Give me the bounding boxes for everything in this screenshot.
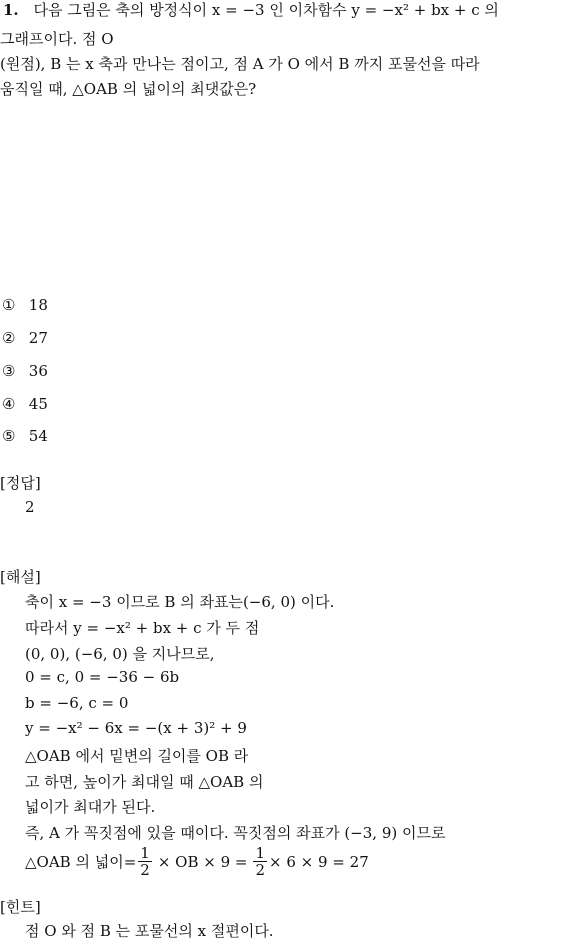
question-text-4: 움직일 때, △OAB 의 넓이의 최댓값은? [0,80,257,98]
fraction-half-2 [253,845,267,878]
explanation-line-4: 0 = c, 0 = −36 − 6b [25,668,180,686]
option-3[interactable] [2,362,48,380]
final-tail: × 6 × 9 = 27 [269,852,369,871]
option-1[interactable] [2,296,48,314]
option-value: 36 [28,362,48,380]
option-value: 45 [28,395,48,413]
fraction-half [138,845,152,878]
explanation-line-9: 넓이가 최대가 된다. [25,798,156,816]
fraction-denominator: 2 [140,861,150,879]
option-value: 18 [28,296,48,314]
explanation-line-8: 고 하면, 높이가 최대일 때 △OAB 의 [25,773,264,791]
final-prefix: △OAB 의 넓이= [25,853,137,871]
figure-placeholder [0,105,574,285]
question-line-1 [3,0,499,20]
option-mark: ⑤ [2,427,16,445]
explanation-line-3: (0, 0), (−6, 0) 을 지나므로, [25,645,215,663]
fraction-denominator-2: 2 [255,861,266,879]
option-value: 54 [28,427,48,445]
question-text-3: (원점), B 는 x 축과 만나는 점이고, 점 A 가 O 에서 B 까지 포물선을 따라 [0,55,480,73]
option-5[interactable] [2,427,48,445]
option-2[interactable] [2,329,48,347]
answer-title: [정답] [0,474,41,492]
explanation-line-6: y = −x² − 6x = −(x + 3)² + 9 [25,719,247,737]
fraction-numerator-2: 1 [255,844,266,862]
hint-title: [힌트] [0,898,41,916]
option-mark: ③ [2,362,16,380]
explanation-line-1: 축이 x = −3 이므로 B 의 좌표는(−6, 0) 이다. [25,593,335,611]
question-text-2: 그래프이다. 점 O [0,30,114,48]
explanation-final-line [25,845,369,878]
option-value: 27 [28,329,48,347]
fraction-numerator: 1 [140,844,150,862]
explanation-line-10: 즉, A 가 꼭짓점에 있을 때이다. 꼭짓점의 좌표가 (−3, 9) 이므로 [25,824,446,842]
option-mark: ① [2,296,16,314]
final-middle: × OB × 9 = [157,852,248,871]
explanation-line-5: b = −6, c = 0 [25,694,129,712]
question-text-1: 다음 그림은 축의 방정식이 x = −3 인 이차함수 y = −x² + bx + c 의 [33,1,499,19]
option-mark: ④ [2,395,16,413]
hint-text: 점 O 와 점 B 는 포물선의 x 절편이다. [25,922,274,940]
explanation-title: [해설] [0,568,41,586]
answer-value: 2 [25,498,35,516]
option-mark: ② [2,329,16,347]
explanation-line-2: 따라서 y = −x² + bx + c 가 두 점 [25,619,260,637]
question-number: 1. [3,1,19,19]
option-4[interactable] [2,395,48,413]
explanation-line-7: △OAB 에서 밑변의 길이를 OB 라 [25,747,249,765]
